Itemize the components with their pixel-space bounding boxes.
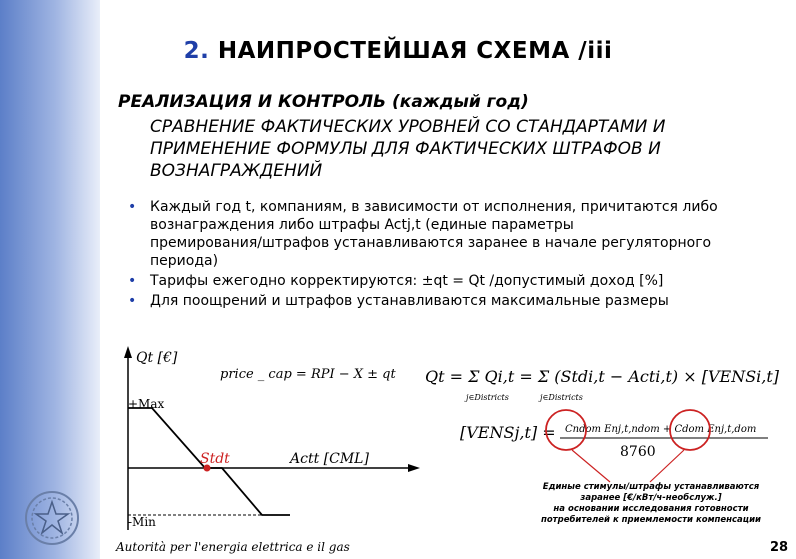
price-cap-formula: price _ cap = RPI − X ± qt [220,367,396,382]
emblem-icon [22,488,82,548]
title-number: 2. [183,38,210,64]
note-line: потребителей к приемлемости компенсации [540,515,762,525]
footer-text: Autorità per l'energia elettrica e il gas [116,540,350,554]
bullet-icon: • [128,273,137,289]
circle-connector [572,450,610,482]
note-line: Единые стимулы/штрафы устанавливаются [542,482,760,492]
subtitle-line: СРАВНЕНИЕ ФАКТИЧЕСКИХ УРОВНЕЙ СО СТАНДАРТАМИ И [150,117,666,137]
bullet-line: премирования/штрафов устанавливаются заранее в начале регуляторного [150,235,712,251]
bullet-line: Каждый год t, компаниям, в зависимости от исполнения, причитаются либо [150,199,718,215]
page-number: 28 [770,540,789,555]
vens-denominator: 8760 [620,444,656,460]
sum-index-label: j∈Districts [466,393,509,402]
bullet-line: Для поощрений и штрафов устанавливаются максимальные размеры [150,293,669,309]
note-line: на основании исследования готовности [553,504,749,514]
plus-max-label: +Max [128,397,165,411]
vens-numerator: Cndom Enj,t,ndom + Cdom Enj,t,dom [565,424,757,435]
bullet-line: вознаграждения либо штрафы Actj,t (единые параметры [150,217,574,233]
bullet-icon: • [128,293,137,309]
y-axis-arrow-icon [124,346,132,358]
q-formula: Qt = Σ Qi,t = Σ (Stdi,t − Acti,t) × [VENSi,t] [425,367,780,386]
section-heading: РЕАЛИЗАЦИЯ И КОНТРОЛЬ (каждый год) [118,92,529,112]
compensation-note [520,482,782,526]
act-label: Actt [CML] [290,451,369,467]
std-label: Stdt [200,451,230,467]
note-line: заранее [€/кВт/ч-необслуж.] [580,493,722,503]
bullet-line: Тарифы ежегодно корректируются: ±qt = Qt /допустимый доход [%] [150,273,664,289]
subtitle-line: ВОЗНАГРАЖДЕНИЙ [150,161,323,181]
vens-lhs: [VENSj,t] = [460,423,556,442]
subtitle-line: ПРИМЕНЕНИЕ ФОРМУЛЫ ДЛЯ ФАКТИЧЕСКИХ ШТРАФОВ И [150,139,661,159]
title-text: НАИПРОСТЕЙШАЯ СХЕМА /iii [217,38,613,64]
sum-index-label: j∈Districts [540,393,583,402]
bullet-icon: • [128,199,137,215]
x-axis-arrow-icon [408,464,420,472]
bullet-line: периода) [150,253,219,269]
y-axis-label: Qt [€] [136,350,178,366]
minus-min-label: -Min [128,515,156,529]
